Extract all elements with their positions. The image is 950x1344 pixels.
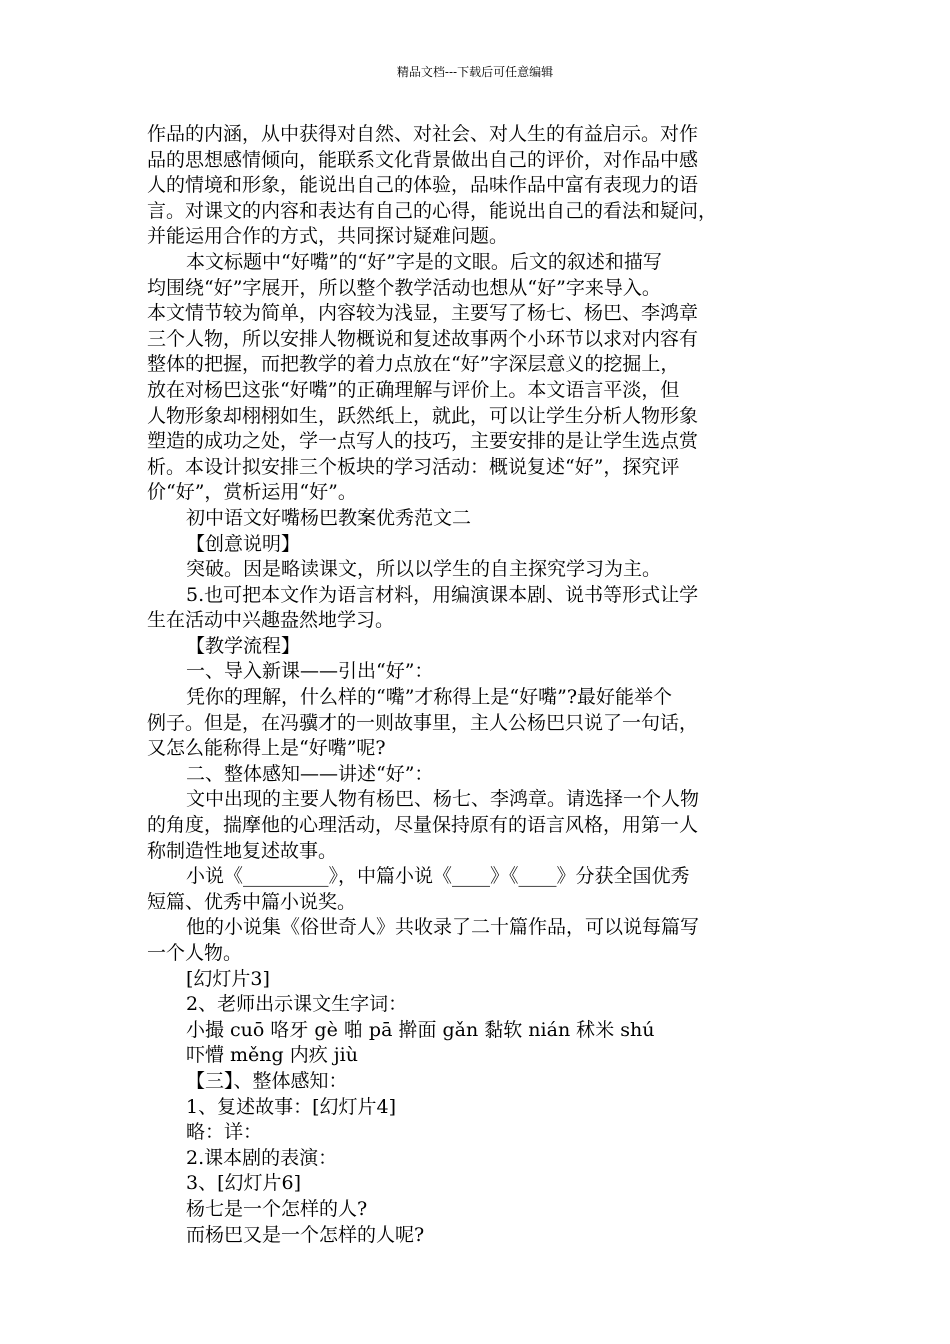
text-line: 例子。但是，在冯骥才的一则故事里，主人公杨巴只说了一句话， (147, 711, 699, 734)
text-line: 【三】、整体感知： (186, 1069, 348, 1092)
text-line: 2.课本剧的表演： (186, 1146, 338, 1169)
text-line: 小说《_________》，中篇小说《____》《____》分获全国优秀 (186, 865, 690, 888)
text-line: 二、整体感知——讲述“好”： (186, 762, 434, 785)
document-body (147, 122, 817, 1248)
text-line: 1、复述故事：[幻灯片4] (186, 1095, 397, 1118)
text-line: 【创意说明】 (186, 532, 301, 555)
text-line: 小撮 cuō 咯牙 gè 啪 pā 擀面 gǎn 黏软 nián 秫米 shú (186, 1018, 655, 1041)
text-line: 析。本设计拟安排三个板块的学习活动：概说复述“好”，探究评 (147, 455, 680, 478)
text-line: 作品的内涵，从中获得对自然、对社会、对人生的有益启示。对作 (147, 123, 699, 145)
text-line: 并能运用合作的方式，共同探讨疑难问题。 (147, 225, 509, 248)
text-line: [幻灯片3] (186, 967, 270, 990)
text-line: 的角度，揣摩他的心理活动，尽量保持原有的语言风格，用第一人 (147, 814, 699, 837)
text-line: 短篇、优秀中篇小说奖。 (147, 890, 357, 913)
text-line: 整体的把握，而把教学的着力点放在“好”字深层意义的挖掘上， (147, 353, 680, 376)
text-line: 文中出现的主要人物有杨巴、杨七、李鸿章。请选择一个人物 (186, 788, 700, 811)
text-line: 凭你的理解，什么样的“嘴”才称得上是“好嘴”?最好能举个 (186, 686, 673, 709)
text-line: 人的情境和形象，能说出自己的体验，品味作品中富有表现力的语 (147, 174, 699, 197)
text-line: 突破。因是略读课文，所以以学生的自主探究学习为主。 (186, 558, 662, 581)
text-line: 吓懵 měng 内疚 jiù (186, 1044, 358, 1067)
text-line: 放在对杨巴这张“好嘴”的正确理解与评价上。本文语言平淡，但 (147, 378, 680, 401)
text-line: 【教学流程】 (186, 634, 301, 657)
text-line: 他的小说集《俗世奇人》共收录了二十篇作品，可以说每篇写 (186, 916, 700, 939)
text-line: 3、[幻灯片6] (186, 1172, 302, 1195)
text-line: 2、老师出示课文生字词： (186, 993, 408, 1016)
text-line: 塑造的成功之处，学一点写人的技巧，主要安排的是让学生选点赏 (147, 430, 699, 453)
text-line: 又怎么能称得上是“好嘴”呢? (147, 737, 386, 760)
text-line: 品的思想感情倾向，能联系文化背景做出自己的评价，对作品中感 (147, 148, 699, 171)
text-line: 均围绕“好”字展开，所以整个教学活动也想从“好”字来导入。 (147, 276, 661, 299)
text-line: 杨七是一个怎样的人? (186, 1197, 368, 1220)
text-line: 5.也可把本文作为语言材料，用编演课本剧、说书等形式让学 (186, 583, 699, 606)
page-header: 精品文档---下载后可任意编辑 (396, 65, 554, 79)
text-line: 本文标题中“好嘴”的“好”字是的文眼。后文的叙述和描写 (186, 250, 662, 273)
text-line: 言。对课文的内容和表达有自己的心得，能说出自己的看法和疑问， (147, 199, 718, 222)
text-line: 人物形象却栩栩如生，跃然纸上，就此，可以让学生分析人物形象 (147, 404, 699, 427)
text-line: 本文情节较为简单，内容较为浅显，主要写了杨七、杨巴、李鸿章 (147, 302, 699, 325)
text-line: 价“好”，赏析运用“好”。 (147, 481, 357, 504)
text-line: 称制造性地复述故事。 (147, 839, 338, 862)
text-line: 而杨巴又是一个怎样的人呢? (186, 1223, 425, 1246)
text-line: 三个人物，所以安排人物概说和复述故事两个小环节以求对内容有 (147, 327, 699, 350)
text-line: 一、导入新课——引出“好”： (186, 660, 434, 683)
text-line: 略：详： (186, 1121, 263, 1144)
text-line: 生在活动中兴趣盎然地学习。 (147, 609, 395, 632)
text-line: 一个人物。 (147, 942, 243, 964)
text-line: 初中语文好嘴杨巴教案优秀范文二 (186, 506, 472, 529)
